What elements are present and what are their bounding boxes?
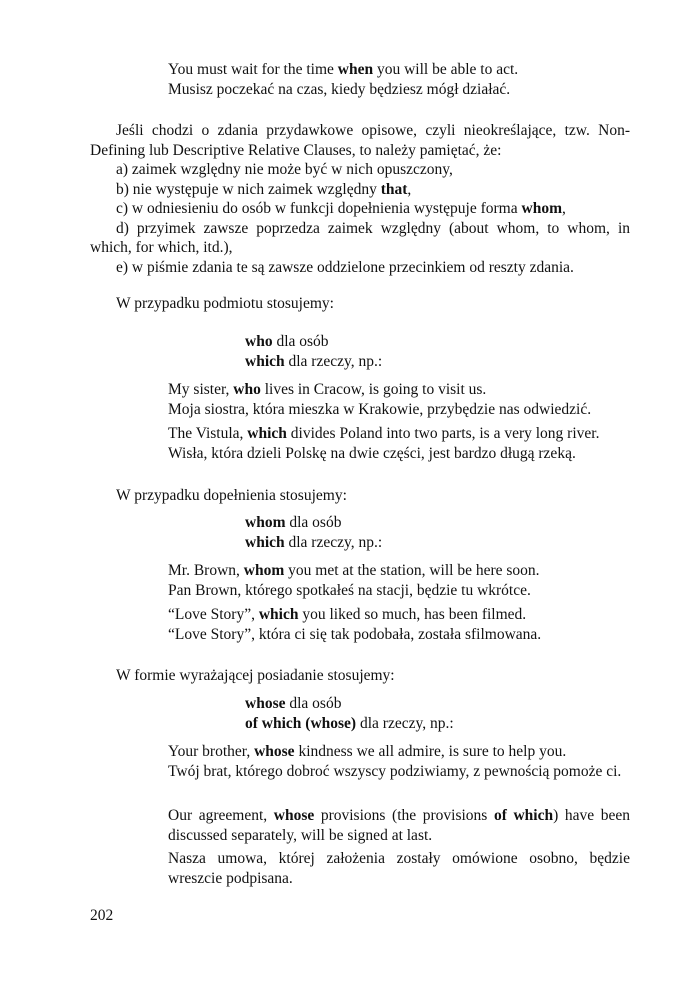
text: dla rzeczy, np.:	[356, 714, 454, 732]
keyword: which	[247, 425, 287, 442]
keyword: which	[245, 352, 285, 370]
keyword: whom	[521, 200, 562, 217]
text: Your brother,	[168, 743, 255, 760]
rule-things	[245, 352, 625, 372]
object-example-2	[168, 605, 630, 644]
text: c) w odniesieniu do osób w funkcji dopełnienia występuje forma	[116, 200, 522, 217]
example-en	[168, 561, 630, 581]
possession-rules	[245, 694, 625, 733]
possession-example-2-pl	[168, 849, 630, 888]
rule-persons	[245, 694, 625, 714]
example-en	[168, 806, 630, 845]
keyword: whom	[245, 514, 286, 531]
object-rules	[245, 513, 625, 552]
point-c	[90, 199, 630, 219]
text: dla osób	[285, 514, 342, 531]
example-pl: Twój brat, którego dobroć wszyscy podziwiamy, z pewnością pomoże ci.	[168, 762, 622, 780]
point-e: e) w piśmie zdania te są zawsze oddzielone przecinkiem od reszty zdania.	[116, 258, 574, 276]
example-pl: Pan Brown, którego spotkałeś na stacji, będzie tu wkrótce.	[168, 581, 531, 599]
text: ,	[407, 180, 412, 198]
page-number: 202	[90, 907, 114, 924]
text: b) nie występuje w nich zaimek względny	[116, 180, 381, 198]
keyword: whom	[243, 562, 285, 579]
example-pl: Wisła, która dzieli Polskę na dwie części, jest bardzo długą rzeką.	[168, 444, 576, 462]
example-en	[168, 60, 630, 80]
possession-example-2	[168, 806, 630, 845]
text: The Vistula,	[168, 425, 248, 442]
subject-rules	[245, 332, 625, 371]
text: ) have been discussed separately, will be signed at last.	[168, 807, 630, 844]
rule-persons	[245, 513, 625, 533]
point-d: d) przyimek zawsze poprzedza zaimek względny (about whom, to whom, in which, for which, itd.),	[90, 219, 630, 256]
rule-things	[245, 714, 625, 734]
keyword: which	[258, 606, 299, 623]
text: kindness we all admire, is sure to help you.	[294, 743, 567, 760]
subject-example-2	[168, 424, 630, 463]
text: My sister,	[168, 381, 234, 398]
intro-section	[90, 121, 630, 277]
text: dla osób	[272, 333, 329, 350]
top-example	[168, 60, 630, 99]
keyword: of which (whose)	[245, 714, 357, 732]
text: Mr. Brown,	[168, 562, 244, 579]
example-pl: Nasza umowa, której założenia zostały omówione osobno, będzie wreszcie podpisana.	[168, 850, 630, 887]
text: “Love Story”,	[168, 606, 259, 623]
keyword: who	[245, 333, 273, 350]
text: Our agreement,	[168, 807, 274, 824]
text: provisions (the provisions	[314, 807, 494, 824]
example-en	[168, 424, 630, 444]
rule-persons	[245, 332, 625, 352]
example-pl: “Love Story”, która ci się tak podobała, została sfilmowana.	[168, 625, 542, 643]
text: you liked so much, has been filmed.	[298, 606, 527, 623]
text: you met at the station, will be here soon.	[284, 562, 540, 579]
keyword: whose	[273, 807, 315, 824]
text: dla rzeczy, np.:	[284, 352, 383, 370]
text: lives in Cracow, is going to visit us.	[260, 381, 487, 398]
text: dla rzeczy, np.:	[284, 533, 383, 551]
subject-heading: W przypadku podmiotu stosujemy:	[116, 295, 334, 312]
possession-heading: W formie wyrażającej posiadanie stosujemy:	[116, 667, 395, 684]
keyword: which	[245, 533, 285, 551]
subject-example-1	[168, 380, 630, 419]
text: you will be able to act.	[373, 61, 519, 78]
example-pl: Musisz poczekać na czas, kiedy będziesz mógł działać.	[168, 80, 511, 98]
example-en	[168, 380, 630, 400]
keyword: when	[337, 61, 374, 78]
intro-paragraph: Jeśli chodzi o zdania przydawkowe opisowe, czyli nieokreślające, tzw. Non-Defining lub Descriptive Relative Clauses, to należy pamiętać, że:	[90, 122, 630, 159]
text: ,	[561, 200, 566, 217]
keyword: who	[233, 381, 261, 398]
example-en	[168, 742, 630, 762]
point-b	[90, 180, 630, 200]
text: dla osób	[285, 695, 342, 712]
possession-example-1	[168, 742, 630, 781]
text: You must wait for the time	[168, 61, 338, 78]
object-example-1	[168, 561, 630, 600]
keyword: that	[380, 180, 408, 198]
object-heading: W przypadku dopełnienia stosujemy:	[116, 487, 347, 504]
example-en	[168, 605, 630, 625]
rule-things	[245, 533, 625, 553]
keyword: whose	[245, 695, 286, 712]
text: divides Poland into two parts, is a very long river.	[286, 425, 600, 442]
keyword: whose	[254, 743, 295, 760]
example-pl: Moja siostra, która mieszka w Krakowie, przybędzie nas odwiedzić.	[168, 400, 592, 418]
point-a: a) zaimek względny nie może być w nich opuszczony,	[116, 161, 453, 178]
keyword: of which	[493, 807, 554, 824]
